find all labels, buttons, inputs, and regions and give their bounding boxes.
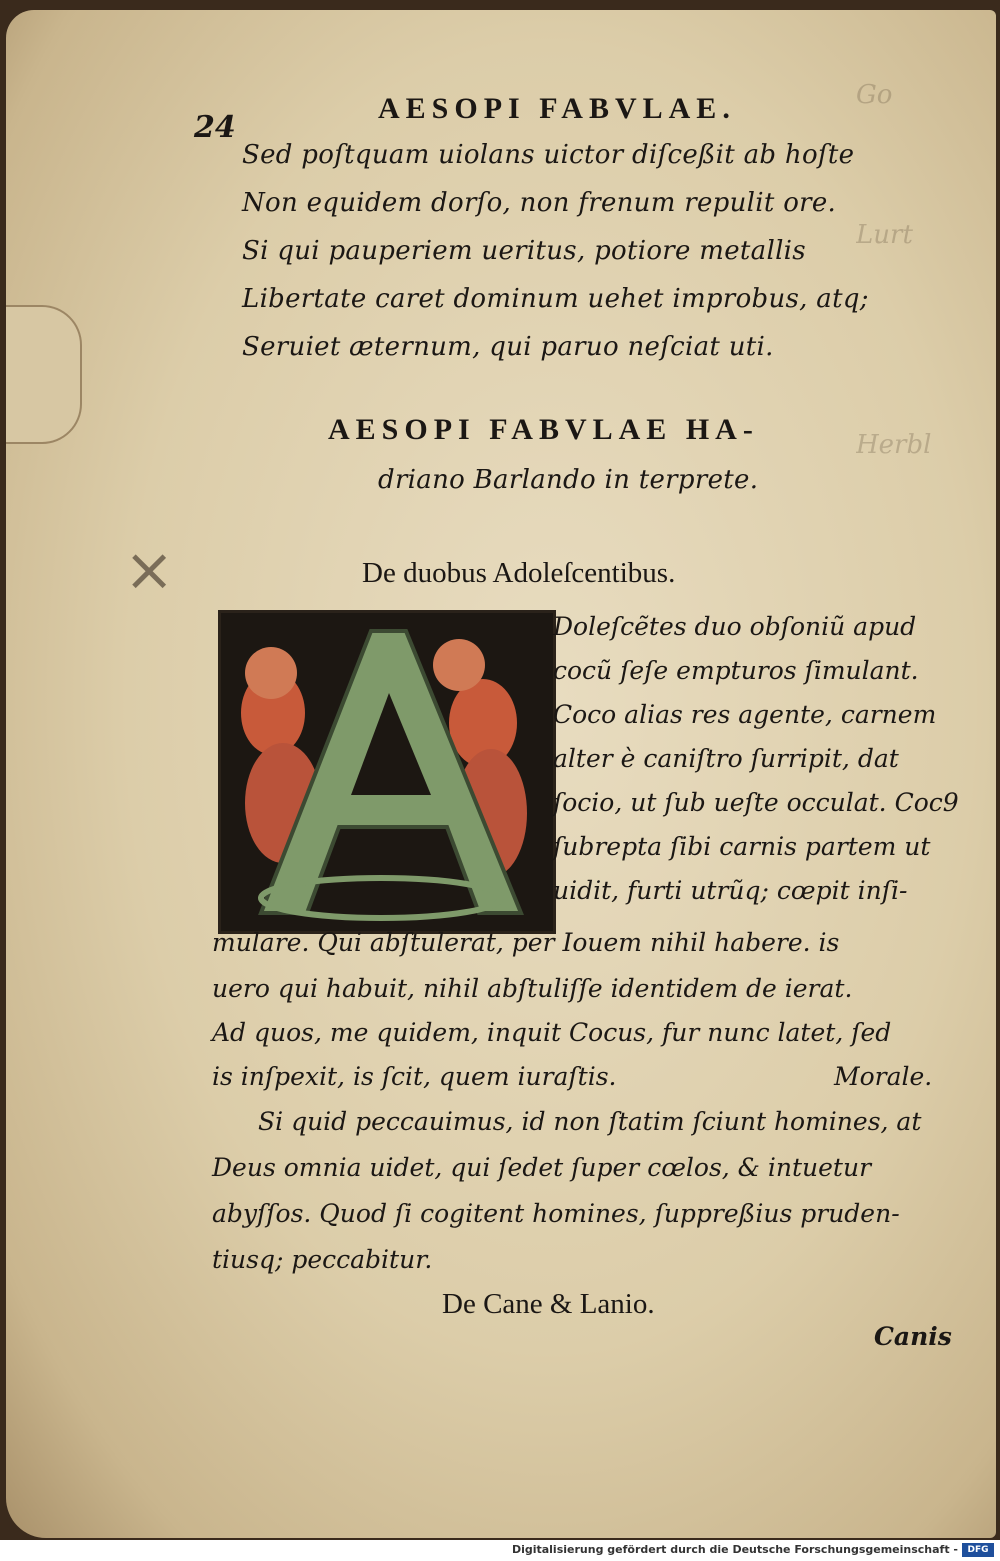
text-line: uero qui habuit, nihil abſtuliſſe identidem de ierat. bbox=[212, 974, 853, 1003]
text-line: is inſpexit, is ſcit, quem iuraſtis. bbox=[212, 1062, 617, 1091]
text-line: ſubrepta ſibi carnis partem ut bbox=[553, 832, 931, 861]
text-line: Coco alias res agente, carnem bbox=[553, 700, 937, 729]
moral-line: tiusq; peccabitur. bbox=[212, 1245, 433, 1274]
moral-line: Si quid peccauimus, id non ſtatim ſciunt homines, at bbox=[258, 1107, 922, 1136]
section-title: AESOPI FABVLAE HA- bbox=[328, 413, 759, 446]
dfg-logo-icon: DFG bbox=[962, 1543, 994, 1557]
verse-line: Libertate caret dominum uehet improbus, atq; bbox=[242, 284, 869, 314]
page-number: 24 bbox=[194, 110, 236, 145]
text-line: alter è caniſtro ſurripit, dat bbox=[553, 744, 899, 773]
next-fable-title: De Cane & Lanio. bbox=[442, 1288, 655, 1320]
text-line: mulare. Qui abſtulerat, per Iouem nihil habere. is bbox=[212, 928, 840, 957]
show-through-text: Go bbox=[856, 80, 893, 110]
fable-title: De duobus Adoleſcentibus. bbox=[362, 557, 676, 589]
decorated-initial bbox=[218, 610, 556, 934]
page-tab-edge bbox=[6, 305, 82, 444]
verse-line: Sed poſtquam uiolans uictor diſceßit ab hoſte bbox=[242, 140, 855, 170]
show-through-text: Lurt bbox=[856, 220, 913, 250]
catchword: Canis bbox=[874, 1322, 952, 1351]
pencil-mark-icon: × bbox=[124, 535, 175, 605]
text-line: Ad quos, me quidem, inquit Cocus, fur nunc latet, ſed bbox=[212, 1018, 892, 1047]
text-line: Doleſcẽtes duo obſoniũ apud bbox=[553, 612, 917, 641]
verse-line: Si qui pauperiem ueritus, potiore metallis bbox=[242, 236, 806, 266]
show-through-text: Herbl bbox=[856, 430, 932, 460]
moral-line: Deus omnia uidet, qui ſedet ſuper cœlos, & intuetur bbox=[212, 1153, 872, 1182]
verse-line: Seruiet æternum, qui paruo neſciat uti. bbox=[242, 332, 774, 362]
morale-label: Morale. bbox=[834, 1062, 933, 1091]
book-page bbox=[6, 10, 996, 1538]
moral-line: abyſſos. Quod ſi cogitent homines, ſuppreßius pruden- bbox=[212, 1199, 900, 1228]
footer-credit: Digitalisierung gefördert durch die Deutsche Forschungsgemeinschaft - bbox=[511, 1543, 958, 1556]
footer-bar bbox=[0, 1540, 1000, 1561]
running-head: AESOPI FABVLAE. bbox=[378, 92, 736, 125]
text-line: uidit, furti utrũq; cœpit inſi- bbox=[553, 876, 908, 905]
initial-letter-a-icon bbox=[221, 613, 553, 931]
text-line: ſocio, ut ſub ueſte occulat. Coc9 bbox=[553, 788, 959, 817]
text-line: cocũ ſeſe empturos ſimulant. bbox=[553, 656, 919, 685]
section-subtitle: driano Barlando in terprete. bbox=[378, 465, 759, 495]
verse-line: Non equidem dorſo, non frenum repulit ore. bbox=[242, 188, 837, 218]
